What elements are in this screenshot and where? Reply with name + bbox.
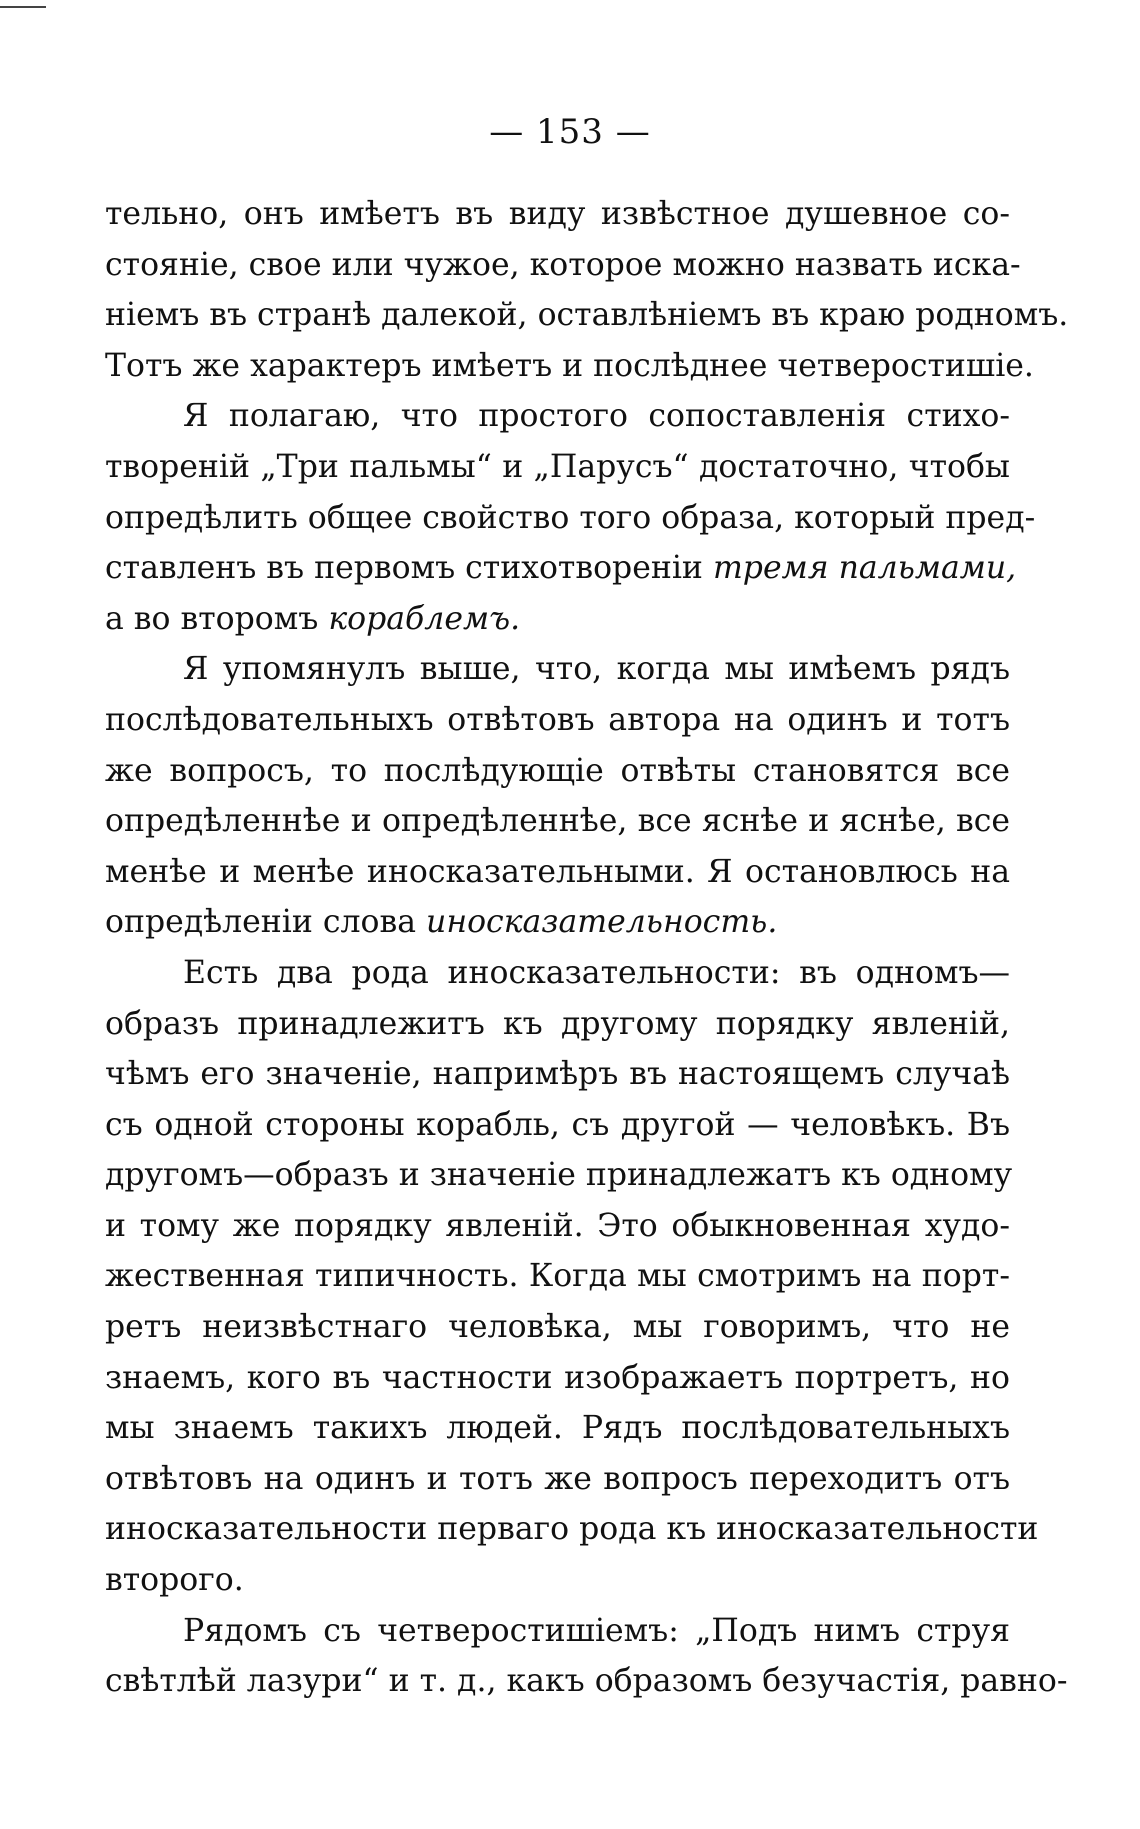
text-line: ніемъ въ странѣ далекой, оставлѣніемъ въ краю родномъ. <box>105 297 1069 334</box>
text-line <box>105 594 1010 645</box>
text-line: съ одной стороны корабль, съ другой — человѣкъ. Въ <box>105 1106 1010 1143</box>
text-segment: а во второмъ <box>105 600 319 637</box>
text-line: знаемъ, кого въ частности изображаетъ портретъ, но <box>105 1359 1010 1396</box>
page-number: — 153 — <box>489 112 651 152</box>
text-line: послѣдовательныхъ отвѣтовъ автора на одинъ и тотъ <box>105 701 1010 738</box>
text-line: менѣе и менѣе иносказательными. Я остановлюсь на <box>105 853 1010 890</box>
emphasized-text: тремя пальмами, <box>712 550 1017 587</box>
text-line <box>105 897 1010 948</box>
scan-edge-mark <box>0 6 46 8</box>
text-line: же вопросъ, то послѣдующіе отвѣты становятся все <box>105 752 1010 789</box>
text-line: Рядомъ съ четверостишіемъ: „Подъ нимъ струя <box>183 1612 1010 1649</box>
text-line: жественная типичность. Когда мы смотримъ на порт- <box>105 1258 1010 1295</box>
text-line: мы знаемъ такихъ людей. Рядъ послѣдовательныхъ <box>105 1410 1010 1447</box>
text-segment: опредѣленіи слова <box>105 904 417 941</box>
text-line: образъ принадлежитъ къ другому порядку явленій, <box>105 1005 1010 1042</box>
text-line: тельно, онъ имѣетъ въ виду извѣстное душевное со- <box>105 196 1010 232</box>
text-line: иносказательности перваго рода къ иносказательности <box>105 1511 1039 1548</box>
emphasized-text: кораблемъ. <box>328 600 521 637</box>
text-line: Тотъ же характеръ имѣетъ и послѣднее четверостишіе. <box>105 347 1034 384</box>
text-line: и тому же порядку явленій. Это обыкновенная худо- <box>105 1207 1010 1244</box>
text-line: Я упомянулъ выше, что, когда мы имѣемъ рядъ <box>183 651 1010 688</box>
emphasized-text: иносказательность. <box>426 904 778 941</box>
text-line: отвѣтовъ на одинъ и тотъ же вопросъ переходитъ отъ <box>105 1460 1010 1497</box>
text-line: твореній „Три пальмы“ и „Парусъ“ достаточно, чтобы <box>105 448 1010 485</box>
text-line: второго. <box>105 1562 244 1599</box>
body-text <box>105 189 1069 1707</box>
text-line: опредѣленнѣе и опредѣленнѣе, все яснѣе и яснѣе, все <box>105 803 1010 840</box>
text-line: стояніе, свое или чужое, которое можно назвать иска- <box>105 246 1021 283</box>
text-line: Есть два рода иносказательности: въ одномъ— <box>183 954 1010 991</box>
text-line: другомъ—образъ и значеніе принадлежатъ къ одному <box>105 1157 1013 1194</box>
text-line: свѣтлѣй лазури“ и т. д., какъ образомъ безучастія, равно- <box>105 1663 1068 1700</box>
text-segment: ставленъ въ первомъ стихотвореніи <box>105 550 703 587</box>
text-line: Я полагаю, что простого сопоставленія стихо- <box>183 398 1010 435</box>
text-line <box>105 543 1017 594</box>
text-line: чѣмъ его значеніе, напримѣръ въ настоящемъ случаѣ <box>105 1056 1010 1093</box>
text-line: опредѣлить общее свойство того образа, который пред- <box>105 499 1036 536</box>
text-line: ретъ неизвѣстнаго человѣка, мы говоримъ, что не <box>105 1309 1010 1346</box>
